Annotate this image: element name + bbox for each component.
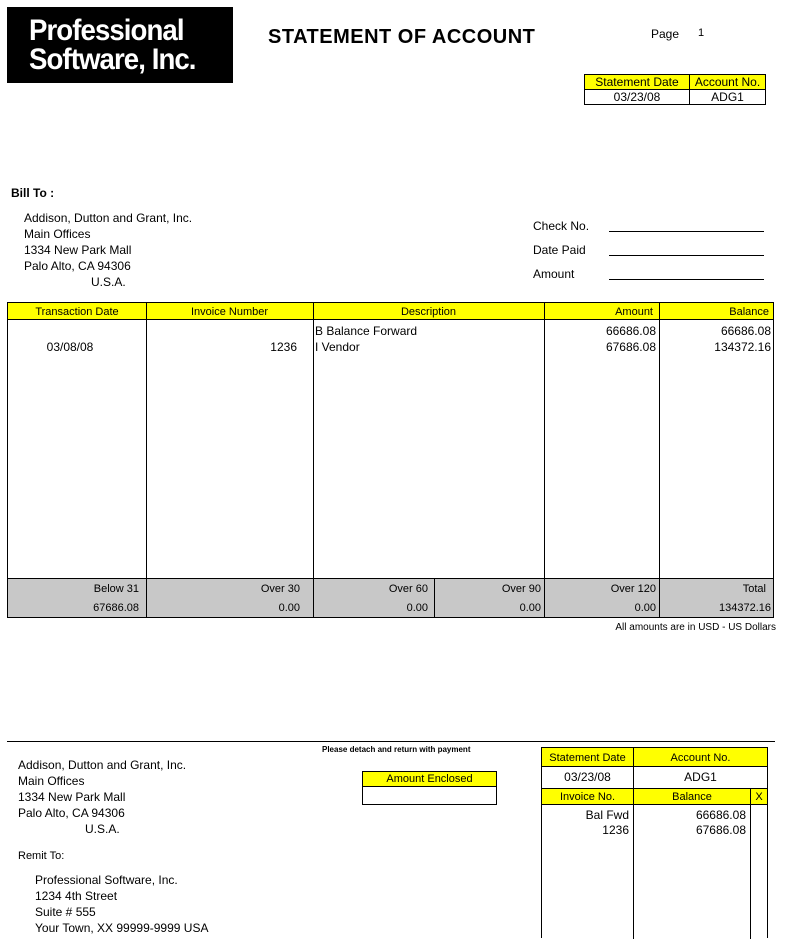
address-line: Professional Software, Inc. — [35, 873, 178, 887]
aging-value-over-60: 0.00 — [406, 602, 428, 614]
amount-enclosed-box — [362, 771, 497, 805]
remit-row-balance: 67686.08 — [695, 823, 746, 837]
address-line: Suite # 555 — [35, 905, 96, 919]
aging-label-over-60: Over 60 — [388, 583, 428, 595]
address-line: U.S.A. — [91, 275, 126, 289]
row-amount: 66686.08 — [605, 324, 656, 338]
logo-line1: Professional — [29, 14, 184, 47]
divider — [542, 766, 767, 767]
date-paid-field[interactable] — [609, 242, 764, 256]
amount-enclosed-field[interactable] — [363, 787, 497, 805]
page-title: STATEMENT OF ACCOUNT — [268, 26, 536, 48]
column-header-invoice: Invoice Number — [190, 306, 269, 318]
remit-statement-date-label: Statement Date — [549, 752, 626, 764]
address-line: Main Offices — [24, 227, 91, 241]
account-no-label: Account No. — [690, 75, 766, 90]
address-line: 1334 New Park Mall — [18, 790, 126, 804]
remit-invoice-label: Invoice No. — [559, 791, 616, 803]
row-description: I Vendor — [315, 340, 360, 354]
aging-value-below-31: 67686.08 — [93, 602, 139, 614]
address-line: Your Town, XX 99999-9999 USA — [35, 921, 209, 935]
address-line: 1234 4th Street — [35, 889, 118, 903]
remit-row-balance: 66686.08 — [695, 808, 746, 822]
remit-row-invoice: 1236 — [602, 823, 629, 837]
remit-balance-label: Balance — [672, 791, 712, 803]
row-invoice: 1236 — [270, 340, 297, 354]
aging-value-over-120: 0.00 — [634, 602, 656, 614]
remit-customer-address — [18, 757, 186, 837]
address-line: 1334 New Park Mall — [24, 243, 132, 257]
bill-to-label: Bill To : — [11, 186, 55, 200]
account-no-value: ADG1 — [690, 90, 766, 105]
bill-to-address — [24, 210, 192, 290]
page-number: 1 — [698, 27, 705, 39]
transactions-table — [7, 302, 774, 618]
row-amount: 67686.08 — [605, 340, 656, 354]
aging-label-below-31: Below 31 — [93, 583, 139, 595]
column-header-description: Description — [400, 306, 457, 318]
remit-x-label: X — [755, 791, 763, 803]
divider — [542, 788, 767, 789]
aging-value-over-90: 0.00 — [519, 602, 541, 614]
remit-account-no-value: ADG1 — [684, 770, 717, 784]
column-header-date: Transaction Date — [35, 306, 119, 318]
logo-line2: Software, Inc. — [29, 43, 196, 76]
aging-label-over-90: Over 90 — [501, 583, 541, 595]
remit-statement-date-value: 03/23/08 — [564, 770, 611, 784]
company-logo — [7, 7, 233, 83]
remit-slip-box — [541, 747, 768, 938]
address-line: Main Offices — [18, 774, 85, 788]
page-label: Page — [651, 27, 680, 41]
amount-enclosed-label: Amount Enclosed — [363, 772, 497, 787]
column-header-amount: Amount — [615, 306, 653, 318]
aging-label-total: Total — [742, 583, 766, 595]
aging-value-over-30: 0.00 — [278, 602, 300, 614]
aging-label-over-30: Over 30 — [260, 583, 300, 595]
divider — [542, 804, 767, 805]
row-balance: 134372.16 — [714, 340, 771, 354]
detach-line — [7, 741, 775, 742]
column-divider — [750, 788, 751, 939]
remit-to-address — [35, 872, 208, 936]
address-line: U.S.A. — [85, 822, 120, 836]
row-description: B Balance Forward — [315, 324, 418, 338]
amount-field[interactable] — [609, 266, 764, 280]
remit-to-label: Remit To: — [18, 850, 65, 862]
remit-account-no-label: Account No. — [670, 752, 731, 764]
statement-header-table — [584, 74, 766, 105]
amount-label: Amount — [533, 267, 575, 281]
check-no-label: Check No. — [533, 219, 590, 233]
date-paid-label: Date Paid — [533, 243, 586, 257]
column-header-balance: Balance — [729, 306, 769, 318]
statement-date-value: 03/23/08 — [585, 90, 690, 105]
aging-label-over-120: Over 120 — [610, 583, 656, 595]
address-line: Palo Alto, CA 94306 — [24, 259, 131, 273]
currency-note: All amounts are in USD - US Dollars — [615, 622, 776, 633]
column-divider — [313, 303, 314, 617]
address-line: Addison, Dutton and Grant, Inc. — [24, 211, 193, 225]
check-no-field[interactable] — [609, 218, 764, 232]
aging-value-total: 134372.16 — [719, 602, 771, 614]
statement-date-label: Statement Date — [585, 75, 690, 90]
address-line: Palo Alto, CA 94306 — [18, 806, 125, 820]
row-balance: 66686.08 — [720, 324, 771, 338]
row-date: 03/08/08 — [46, 340, 94, 354]
detach-note: Please detach and return with payment — [322, 745, 471, 754]
remit-row-invoice: Bal Fwd — [585, 808, 629, 822]
address-line: Addison, Dutton and Grant, Inc. — [18, 758, 187, 772]
